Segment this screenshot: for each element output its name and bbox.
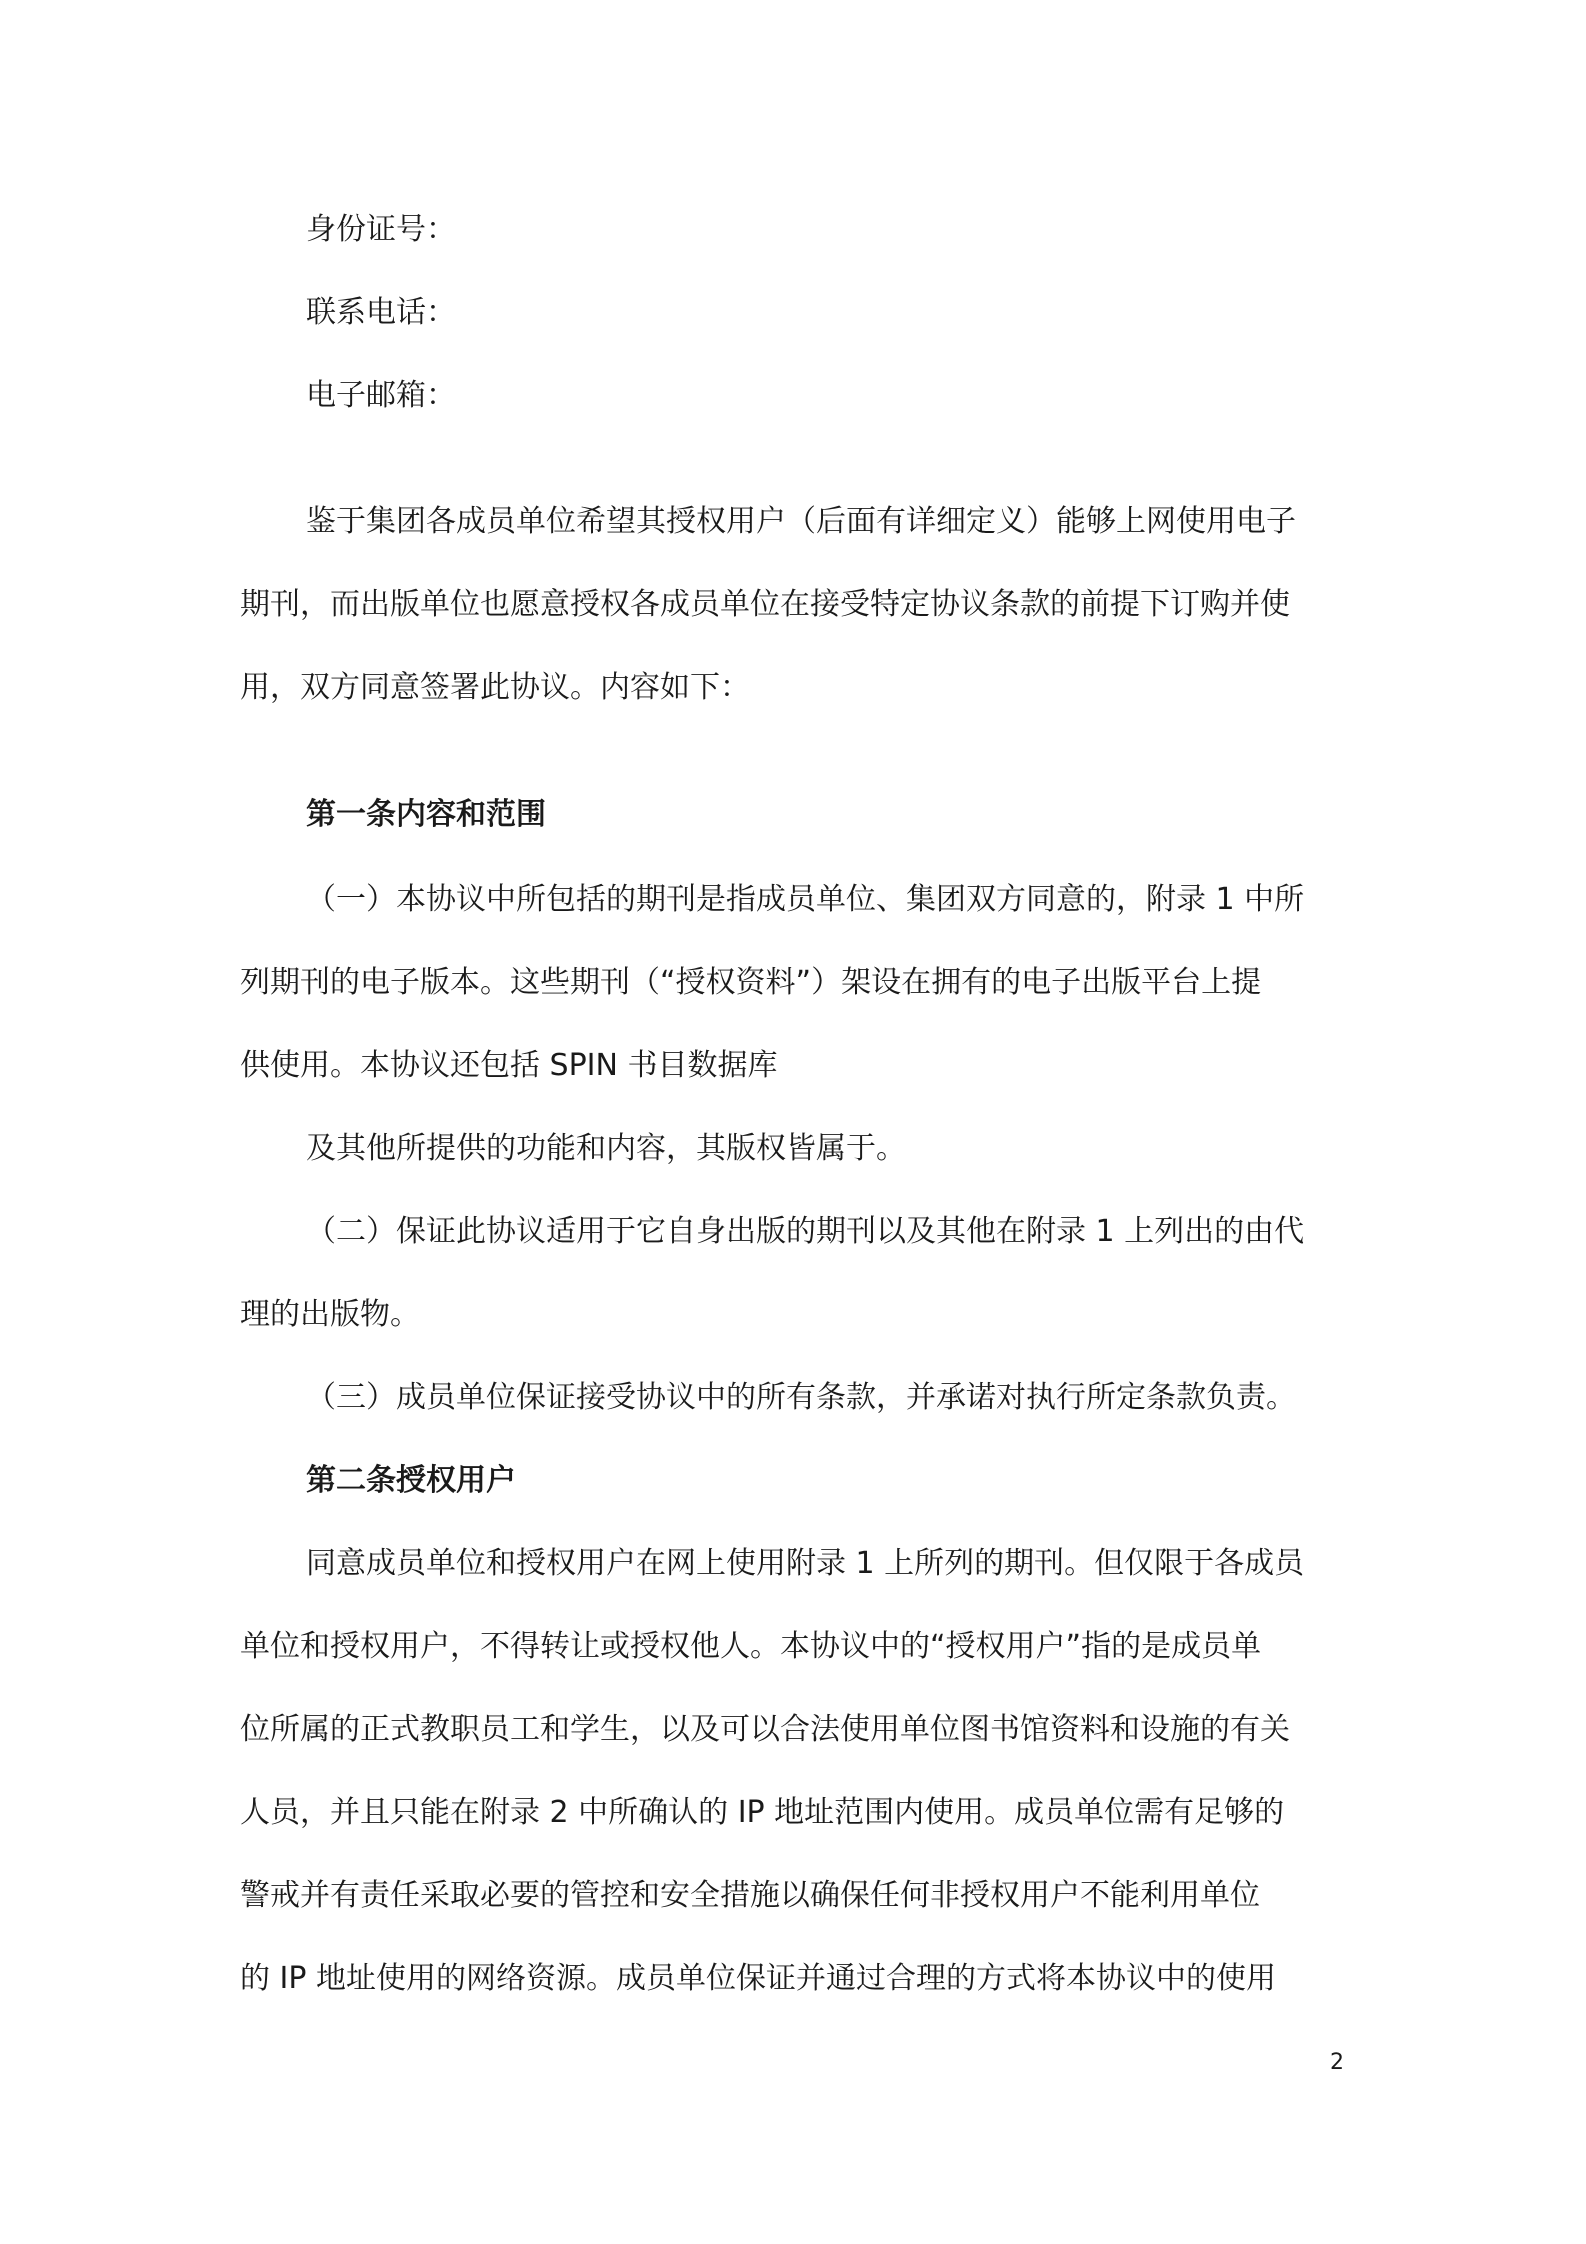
- page-number: 2: [1330, 2050, 1344, 2075]
- article-1-item-1-extra: 及其他所提供的功能和内容，其版权皆属于。: [306, 1131, 906, 1166]
- intro-line: 期刊，而出版单位也愿意授权各成员单位在接受特定协议条款的前提下订购并使: [240, 587, 1290, 622]
- id-number-label: 身份证号：: [306, 212, 456, 247]
- article-2-line: 的 IP 地址使用的网络资源。成员单位保证并通过合理的方式将本协议中的使用: [240, 1961, 1277, 1996]
- article-2-line: 人员，并且只能在附录 2 中所确认的 IP 地址范围内使用。成员单位需有足够的: [240, 1795, 1285, 1830]
- article-2-line: 单位和授权用户，不得转让或授权他人。本协议中的“授权用户”指的是成员单: [240, 1629, 1262, 1664]
- article-2-line: 同意成员单位和授权用户在网上使用附录 1 上所列的期刊。但仅限于各成员: [306, 1546, 1305, 1581]
- intro-line: 用，双方同意签署此协议。内容如下：: [240, 670, 750, 705]
- article-1-item-1-line: （一）本协议中所包括的期刊是指成员单位、集团双方同意的，附录 1 中所: [306, 882, 1305, 917]
- email-label: 电子邮箱：: [306, 378, 456, 413]
- article-1-item-1-line: 供使用。本协议还包括 SPIN 书目数据库: [240, 1048, 778, 1083]
- intro-line: 鉴于集团各成员单位希望其授权用户（后面有详细定义）能够上网使用电子: [306, 504, 1296, 539]
- phone-label: 联系电话：: [306, 295, 456, 330]
- article-2-line: 警戒并有责任采取必要的管控和安全措施以确保任何非授权用户不能利用单位: [240, 1878, 1260, 1913]
- article-2-line: 位所属的正式教职员工和学生，以及可以合法使用单位图书馆资料和设施的有关: [240, 1712, 1290, 1747]
- article-1-heading: 第一条内容和范围: [306, 797, 546, 832]
- article-1-item-2-line: 理的出版物。: [240, 1297, 420, 1332]
- article-1-item-2-line: （二）保证此协议适用于它自身出版的期刊以及其他在附录 1 上列出的由代: [306, 1214, 1305, 1249]
- article-2-heading: 第二条授权用户: [306, 1463, 516, 1498]
- article-1-item-3: （三）成员单位保证接受协议中的所有条款，并承诺对执行所定条款负责。: [306, 1380, 1296, 1415]
- article-1-item-1-line: 列期刊的电子版本。这些期刊（“授权资料”）架设在拥有的电子出版平台上提: [240, 965, 1262, 1000]
